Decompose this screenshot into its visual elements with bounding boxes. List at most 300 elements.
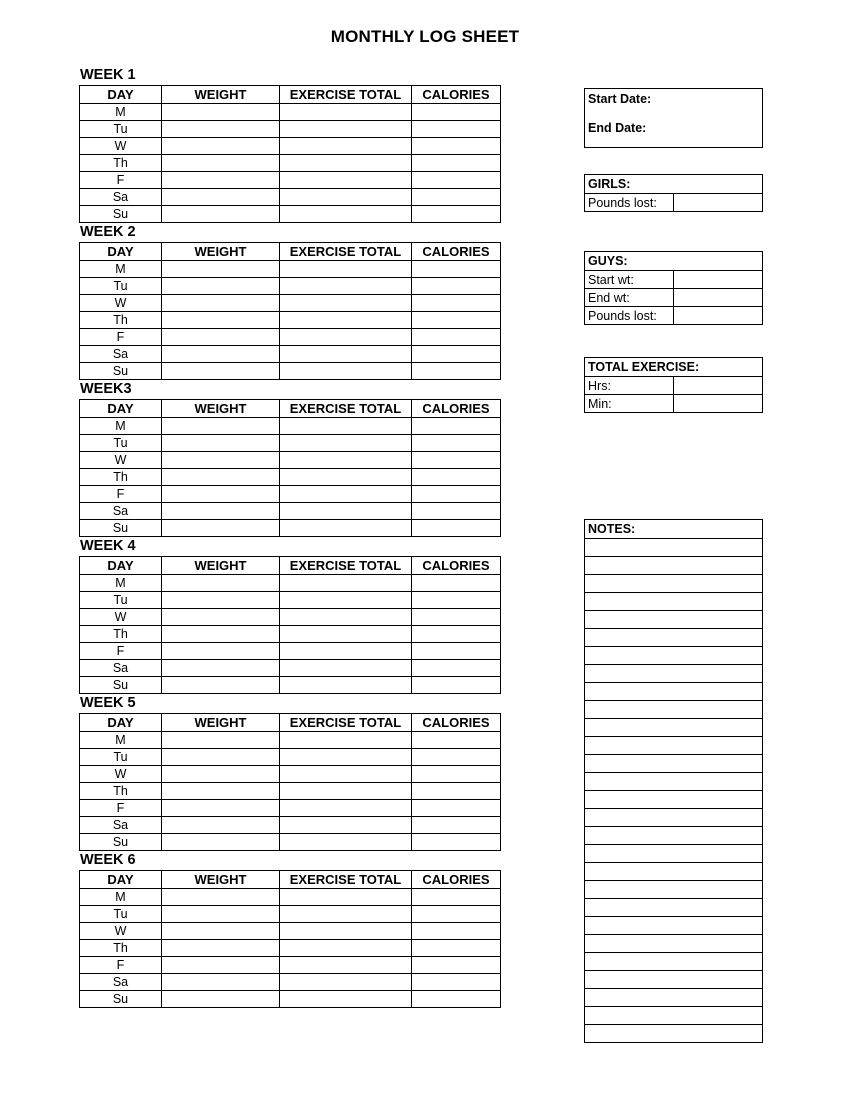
day-label-cell: Th	[80, 626, 162, 643]
day-label-cell: Th	[80, 312, 162, 329]
field-label: Min:	[585, 395, 674, 413]
week-heading: WEEK 6	[80, 852, 136, 868]
box-header-row	[585, 175, 763, 194]
calories-entry-cell[interactable]	[412, 278, 501, 295]
week-heading: WEEK 1	[80, 67, 136, 83]
table-row	[80, 172, 501, 189]
field-value-cell[interactable]	[674, 377, 763, 395]
exercise-total-entry-cell[interactable]	[280, 940, 412, 957]
notes-line-row	[585, 665, 763, 683]
table-header-row	[80, 714, 501, 732]
table-row	[80, 575, 501, 592]
calories-entry-cell[interactable]	[412, 677, 501, 694]
weight-entry-cell[interactable]	[162, 974, 280, 991]
weight-entry-cell[interactable]	[162, 626, 280, 643]
day-label-cell: W	[80, 138, 162, 155]
exercise-total-entry-cell[interactable]	[280, 486, 412, 503]
column-header: CALORIES	[412, 243, 501, 261]
calories-entry-cell[interactable]	[412, 991, 501, 1008]
exercise-total-entry-cell[interactable]	[280, 435, 412, 452]
weight-entry-cell[interactable]	[162, 677, 280, 694]
week-heading: WEEK 2	[80, 224, 136, 240]
weight-entry-cell[interactable]	[162, 957, 280, 974]
table-row	[80, 643, 501, 660]
weight-entry-cell[interactable]	[162, 503, 280, 520]
weight-entry-cell[interactable]	[162, 906, 280, 923]
notes-line-cell[interactable]	[585, 629, 763, 647]
calories-entry-cell[interactable]	[412, 189, 501, 206]
exercise-total-entry-cell[interactable]	[280, 766, 412, 783]
exercise-total-entry-cell[interactable]	[280, 452, 412, 469]
day-label-cell: Th	[80, 783, 162, 800]
weight-entry-cell[interactable]	[162, 346, 280, 363]
box-row	[585, 289, 763, 307]
day-label-cell: Sa	[80, 503, 162, 520]
table-row	[80, 503, 501, 520]
weight-entry-cell[interactable]	[162, 189, 280, 206]
weight-entry-cell[interactable]	[162, 609, 280, 626]
notes-line-row	[585, 863, 763, 881]
exercise-total-entry-cell[interactable]	[280, 834, 412, 851]
week-block	[79, 851, 496, 1008]
weight-entry-cell[interactable]	[162, 643, 280, 660]
weight-entry-cell[interactable]	[162, 575, 280, 592]
notes-line-cell[interactable]	[585, 989, 763, 1007]
weight-entry-cell[interactable]	[162, 172, 280, 189]
table-row	[80, 346, 501, 363]
day-label-cell: Th	[80, 940, 162, 957]
week-log-table	[79, 242, 501, 380]
calories-entry-cell[interactable]	[412, 889, 501, 906]
notes-line-row	[585, 647, 763, 665]
exercise-total-entry-cell[interactable]	[280, 677, 412, 694]
notes-line-cell[interactable]	[585, 881, 763, 899]
calories-entry-cell[interactable]	[412, 660, 501, 677]
day-label-cell: Tu	[80, 906, 162, 923]
weight-entry-cell[interactable]	[162, 261, 280, 278]
exercise-total-entry-cell[interactable]	[280, 957, 412, 974]
weight-entry-cell[interactable]	[162, 295, 280, 312]
calories-entry-cell[interactable]	[412, 452, 501, 469]
table-row	[80, 677, 501, 694]
field-label: End wt:	[585, 289, 674, 307]
field-value-cell[interactable]	[674, 271, 763, 289]
calories-entry-cell[interactable]	[412, 435, 501, 452]
notes-line-cell[interactable]	[585, 593, 763, 611]
day-label-cell: Sa	[80, 346, 162, 363]
exercise-total-entry-cell[interactable]	[280, 974, 412, 991]
exercise-total-entry-cell[interactable]	[280, 104, 412, 121]
table-row	[80, 295, 501, 312]
exercise-total-entry-cell[interactable]	[280, 121, 412, 138]
calories-entry-cell[interactable]	[412, 155, 501, 172]
field-label: Hrs:	[585, 377, 674, 395]
table-row	[80, 940, 501, 957]
table-row	[80, 520, 501, 537]
table-row	[80, 923, 501, 940]
weight-entry-cell[interactable]	[162, 749, 280, 766]
notes-header-label: NOTES:	[585, 520, 763, 539]
weight-entry-cell[interactable]	[162, 660, 280, 677]
notes-line-cell[interactable]	[585, 863, 763, 881]
table-row	[80, 121, 501, 138]
guys-summary-box	[584, 251, 763, 325]
table-row	[80, 452, 501, 469]
calories-entry-cell[interactable]	[412, 766, 501, 783]
calories-entry-cell[interactable]	[412, 609, 501, 626]
day-label-cell: F	[80, 957, 162, 974]
day-label-cell: Su	[80, 206, 162, 223]
weight-entry-cell[interactable]	[162, 800, 280, 817]
exercise-total-entry-cell[interactable]	[280, 520, 412, 537]
day-label-cell: Su	[80, 363, 162, 380]
calories-entry-cell[interactable]	[412, 104, 501, 121]
calories-entry-cell[interactable]	[412, 121, 501, 138]
table-header-row	[80, 871, 501, 889]
notes-line-cell[interactable]	[585, 791, 763, 809]
table-row	[80, 278, 501, 295]
notes-line-row	[585, 971, 763, 989]
weight-entry-cell[interactable]	[162, 486, 280, 503]
exercise-total-entry-cell[interactable]	[280, 189, 412, 206]
calories-entry-cell[interactable]	[412, 346, 501, 363]
exercise-total-entry-cell[interactable]	[280, 783, 412, 800]
weight-entry-cell[interactable]	[162, 329, 280, 346]
weekly-log-section	[79, 66, 496, 1008]
notes-line-cell[interactable]	[585, 701, 763, 719]
table-row	[80, 660, 501, 677]
notes-line-cell[interactable]	[585, 1025, 763, 1043]
calories-entry-cell[interactable]	[412, 783, 501, 800]
notes-line-row	[585, 935, 763, 953]
calories-entry-cell[interactable]	[412, 295, 501, 312]
column-header: EXERCISE TOTAL	[280, 714, 412, 732]
calories-entry-cell[interactable]	[412, 261, 501, 278]
column-header: CALORIES	[412, 400, 501, 418]
exercise-total-entry-cell[interactable]	[280, 732, 412, 749]
week-log-table	[79, 556, 501, 694]
exercise-total-entry-cell[interactable]	[280, 329, 412, 346]
notes-line-cell[interactable]	[585, 755, 763, 773]
calories-entry-cell[interactable]	[412, 363, 501, 380]
weight-entry-cell[interactable]	[162, 363, 280, 380]
weight-entry-cell[interactable]	[162, 138, 280, 155]
week-block	[79, 66, 496, 223]
weight-entry-cell[interactable]	[162, 923, 280, 940]
calories-entry-cell[interactable]	[412, 172, 501, 189]
column-header: DAY	[80, 400, 162, 418]
exercise-total-entry-cell[interactable]	[280, 923, 412, 940]
notes-line-cell[interactable]	[585, 737, 763, 755]
notes-header-row	[585, 520, 763, 539]
notes-line-cell[interactable]	[585, 1007, 763, 1025]
exercise-total-entry-cell[interactable]	[280, 363, 412, 380]
notes-line-cell[interactable]	[585, 935, 763, 953]
notes-line-cell[interactable]	[585, 647, 763, 665]
table-row	[80, 469, 501, 486]
box-row	[585, 307, 763, 325]
day-label-cell: F	[80, 486, 162, 503]
table-row	[80, 732, 501, 749]
exercise-total-entry-cell[interactable]	[280, 592, 412, 609]
exercise-total-entry-cell[interactable]	[280, 469, 412, 486]
weight-entry-cell[interactable]	[162, 766, 280, 783]
weight-entry-cell[interactable]	[162, 817, 280, 834]
calories-entry-cell[interactable]	[412, 643, 501, 660]
column-header: WEIGHT	[162, 871, 280, 889]
weight-entry-cell[interactable]	[162, 206, 280, 223]
day-label-cell: F	[80, 643, 162, 660]
day-label-cell: M	[80, 889, 162, 906]
column-header: CALORIES	[412, 714, 501, 732]
calories-entry-cell[interactable]	[412, 206, 501, 223]
notes-line-cell[interactable]	[585, 953, 763, 971]
box-header-row	[585, 252, 763, 271]
notes-line-cell[interactable]	[585, 773, 763, 791]
weight-entry-cell[interactable]	[162, 940, 280, 957]
notes-line-row	[585, 701, 763, 719]
notes-line-cell[interactable]	[585, 827, 763, 845]
notes-line-row	[585, 827, 763, 845]
box-row	[585, 271, 763, 289]
day-label-cell: F	[80, 172, 162, 189]
weight-entry-cell[interactable]	[162, 435, 280, 452]
weight-entry-cell[interactable]	[162, 520, 280, 537]
exercise-total-entry-cell[interactable]	[280, 749, 412, 766]
column-header: EXERCISE TOTAL	[280, 243, 412, 261]
table-header-row	[80, 557, 501, 575]
weight-entry-cell[interactable]	[162, 104, 280, 121]
table-row	[80, 261, 501, 278]
calories-entry-cell[interactable]	[412, 626, 501, 643]
weight-entry-cell[interactable]	[162, 418, 280, 435]
day-label-cell: W	[80, 923, 162, 940]
table-row	[80, 592, 501, 609]
table-row	[80, 749, 501, 766]
calories-entry-cell[interactable]	[412, 974, 501, 991]
exercise-total-entry-cell[interactable]	[280, 261, 412, 278]
week-block	[79, 537, 496, 694]
table-row	[80, 906, 501, 923]
column-header: EXERCISE TOTAL	[280, 557, 412, 575]
week-heading: WEEK 5	[80, 695, 136, 711]
exercise-total-entry-cell[interactable]	[280, 626, 412, 643]
notes-line-cell[interactable]	[585, 899, 763, 917]
exercise-total-entry-cell[interactable]	[280, 609, 412, 626]
column-header: CALORIES	[412, 871, 501, 889]
notes-line-row	[585, 845, 763, 863]
exercise-total-entry-cell[interactable]	[280, 575, 412, 592]
notes-line-row	[585, 557, 763, 575]
notes-line-cell[interactable]	[585, 971, 763, 989]
calories-entry-cell[interactable]	[412, 800, 501, 817]
table-row	[80, 312, 501, 329]
notes-line-cell[interactable]	[585, 683, 763, 701]
calories-entry-cell[interactable]	[412, 957, 501, 974]
table-header-row	[80, 243, 501, 261]
day-label-cell: W	[80, 295, 162, 312]
notes-line-row	[585, 683, 763, 701]
start-date-label: Start Date:	[588, 92, 652, 106]
table-row	[80, 363, 501, 380]
calories-entry-cell[interactable]	[412, 923, 501, 940]
box-row	[585, 194, 763, 212]
box-header-label: GUYS:	[585, 252, 763, 271]
calories-entry-cell[interactable]	[412, 940, 501, 957]
week-block	[79, 380, 496, 537]
notes-line-row	[585, 791, 763, 809]
weight-entry-cell[interactable]	[162, 278, 280, 295]
week-log-table	[79, 713, 501, 851]
weight-entry-cell[interactable]	[162, 834, 280, 851]
calories-entry-cell[interactable]	[412, 503, 501, 520]
exercise-total-entry-cell[interactable]	[280, 172, 412, 189]
table-row	[80, 329, 501, 346]
calories-entry-cell[interactable]	[412, 575, 501, 592]
day-label-cell: Th	[80, 155, 162, 172]
end-date-label: End Date:	[588, 121, 647, 135]
table-row	[80, 435, 501, 452]
day-label-cell: Tu	[80, 592, 162, 609]
notes-line-row	[585, 629, 763, 647]
start-date-row[interactable]	[585, 89, 763, 119]
day-label-cell: F	[80, 800, 162, 817]
calories-entry-cell[interactable]	[412, 817, 501, 834]
day-label-cell: W	[80, 452, 162, 469]
table-row	[80, 817, 501, 834]
day-label-cell: M	[80, 575, 162, 592]
calories-entry-cell[interactable]	[412, 732, 501, 749]
column-header: CALORIES	[412, 557, 501, 575]
column-header: DAY	[80, 557, 162, 575]
exercise-total-entry-cell[interactable]	[280, 155, 412, 172]
calories-entry-cell[interactable]	[412, 312, 501, 329]
exercise-total-entry-cell[interactable]	[280, 138, 412, 155]
weight-entry-cell[interactable]	[162, 991, 280, 1008]
weight-entry-cell[interactable]	[162, 121, 280, 138]
day-label-cell: W	[80, 766, 162, 783]
calories-entry-cell[interactable]	[412, 749, 501, 766]
weight-entry-cell[interactable]	[162, 452, 280, 469]
notes-line-row	[585, 719, 763, 737]
table-row	[80, 609, 501, 626]
weight-entry-cell[interactable]	[162, 312, 280, 329]
day-label-cell: Th	[80, 469, 162, 486]
notes-line-row	[585, 539, 763, 557]
notes-line-row	[585, 953, 763, 971]
girls-summary-box	[584, 174, 763, 212]
notes-line-cell[interactable]	[585, 575, 763, 593]
exercise-total-entry-cell[interactable]	[280, 295, 412, 312]
calories-entry-cell[interactable]	[412, 469, 501, 486]
weight-entry-cell[interactable]	[162, 783, 280, 800]
day-label-cell: Sa	[80, 660, 162, 677]
date-range-box	[584, 88, 763, 148]
weight-entry-cell[interactable]	[162, 155, 280, 172]
exercise-total-entry-cell[interactable]	[280, 800, 412, 817]
calories-entry-cell[interactable]	[412, 592, 501, 609]
notes-line-cell[interactable]	[585, 539, 763, 557]
weight-entry-cell[interactable]	[162, 592, 280, 609]
weight-entry-cell[interactable]	[162, 469, 280, 486]
end-date-row[interactable]	[585, 118, 763, 148]
exercise-total-entry-cell[interactable]	[280, 643, 412, 660]
notes-line-row	[585, 575, 763, 593]
exercise-total-entry-cell[interactable]	[280, 991, 412, 1008]
column-header: WEIGHT	[162, 714, 280, 732]
exercise-total-entry-cell[interactable]	[280, 206, 412, 223]
day-label-cell: Sa	[80, 817, 162, 834]
exercise-total-entry-cell[interactable]	[280, 817, 412, 834]
notes-line-row	[585, 611, 763, 629]
notes-line-cell[interactable]	[585, 719, 763, 737]
total-exercise-box	[584, 357, 763, 413]
weight-entry-cell[interactable]	[162, 889, 280, 906]
exercise-total-entry-cell[interactable]	[280, 503, 412, 520]
table-row	[80, 957, 501, 974]
field-value-cell[interactable]	[674, 194, 763, 212]
notes-line-cell[interactable]	[585, 917, 763, 935]
box-header-label: GIRLS:	[585, 175, 763, 194]
week-block	[79, 223, 496, 380]
calories-entry-cell[interactable]	[412, 520, 501, 537]
notes-line-cell[interactable]	[585, 809, 763, 827]
exercise-total-entry-cell[interactable]	[280, 418, 412, 435]
calories-entry-cell[interactable]	[412, 138, 501, 155]
exercise-total-entry-cell[interactable]	[280, 660, 412, 677]
table-row	[80, 626, 501, 643]
calories-entry-cell[interactable]	[412, 418, 501, 435]
calories-entry-cell[interactable]	[412, 486, 501, 503]
table-row	[80, 206, 501, 223]
notes-line-cell[interactable]	[585, 557, 763, 575]
week-log-table	[79, 399, 501, 537]
calories-entry-cell[interactable]	[412, 834, 501, 851]
field-label: Start wt:	[585, 271, 674, 289]
column-header: EXERCISE TOTAL	[280, 86, 412, 104]
field-value-cell[interactable]	[674, 307, 763, 325]
column-header: DAY	[80, 243, 162, 261]
field-value-cell[interactable]	[674, 395, 763, 413]
calories-entry-cell[interactable]	[412, 329, 501, 346]
calories-entry-cell[interactable]	[412, 906, 501, 923]
exercise-total-entry-cell[interactable]	[280, 312, 412, 329]
exercise-total-entry-cell[interactable]	[280, 278, 412, 295]
notes-line-row	[585, 1025, 763, 1043]
weight-entry-cell[interactable]	[162, 732, 280, 749]
field-value-cell[interactable]	[674, 289, 763, 307]
exercise-total-entry-cell[interactable]	[280, 889, 412, 906]
box-row	[585, 395, 763, 413]
notes-line-cell[interactable]	[585, 665, 763, 683]
exercise-total-entry-cell[interactable]	[280, 906, 412, 923]
day-label-cell: Sa	[80, 974, 162, 991]
notes-line-cell[interactable]	[585, 611, 763, 629]
column-header: DAY	[80, 871, 162, 889]
column-header: WEIGHT	[162, 86, 280, 104]
exercise-total-entry-cell[interactable]	[280, 346, 412, 363]
column-header: EXERCISE TOTAL	[280, 871, 412, 889]
column-header: WEIGHT	[162, 400, 280, 418]
week-block	[79, 694, 496, 851]
notes-line-row	[585, 593, 763, 611]
day-label-cell: F	[80, 329, 162, 346]
notes-line-cell[interactable]	[585, 845, 763, 863]
day-label-cell: M	[80, 261, 162, 278]
table-header-row	[80, 86, 501, 104]
notes-line-row	[585, 1007, 763, 1025]
day-label-cell: Su	[80, 991, 162, 1008]
